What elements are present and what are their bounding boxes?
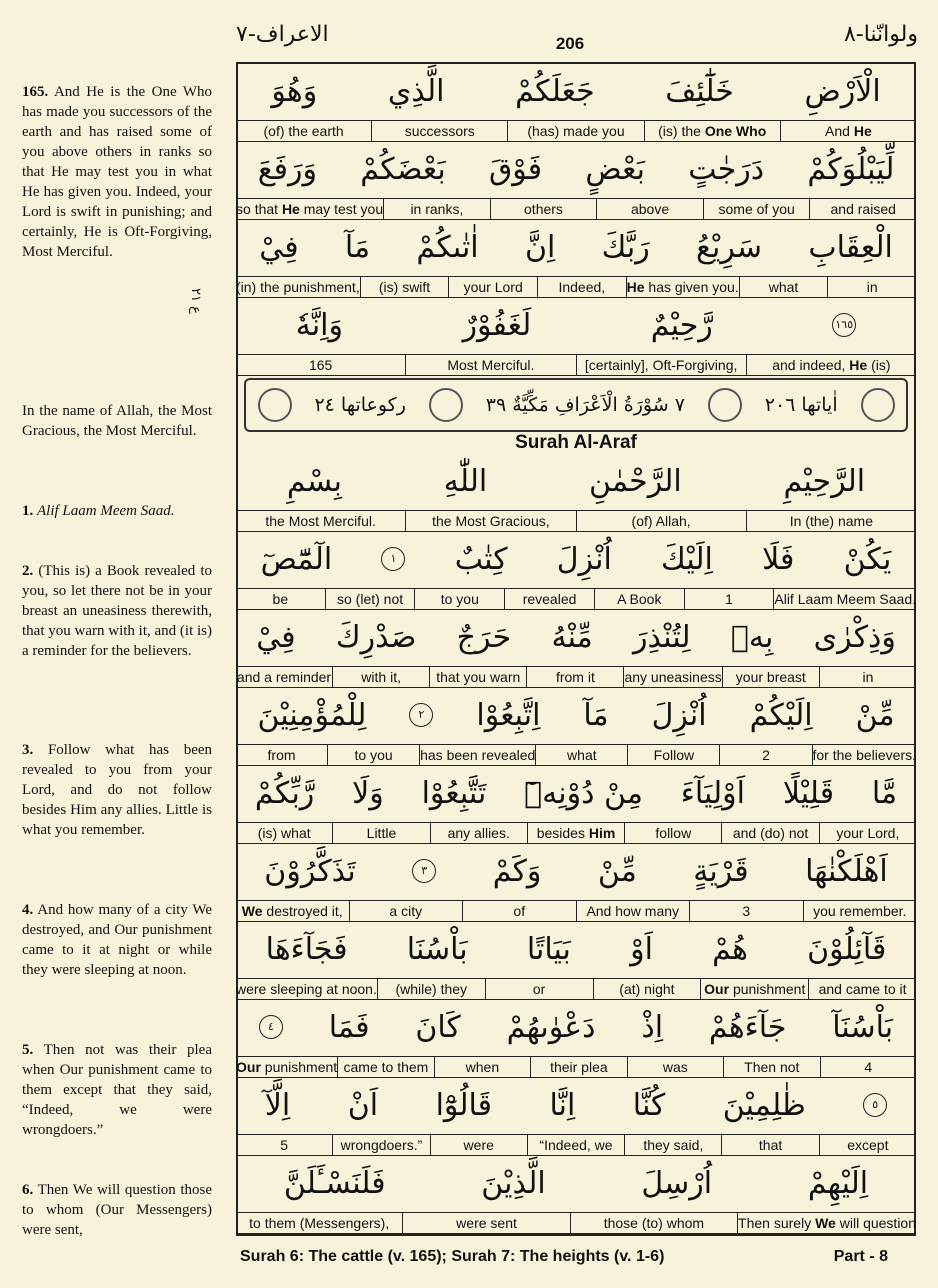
translation-line (236, 978, 916, 1000)
arabic-line (236, 452, 916, 510)
arabic-line (236, 1076, 916, 1134)
arabic-word: اَوْلِيَآءَ (680, 775, 745, 811)
ayah-number-marker: ١ (381, 547, 405, 571)
arabic-line (236, 608, 916, 666)
page-number: 206 (555, 34, 585, 53)
arabic-word: وَهُوَ (271, 73, 318, 109)
translation-word: a city (349, 901, 463, 921)
arabic-word: وَذِكْرٰى (813, 619, 896, 655)
ornament-icon (861, 388, 895, 422)
arabic-word: وَلَا (352, 775, 384, 811)
word-row (236, 218, 916, 296)
arabic-word: بَاْسُنَا (406, 931, 468, 967)
word-row (236, 764, 916, 842)
translation-word: in ranks, (383, 199, 490, 219)
translation-word: and raised (809, 199, 916, 219)
translation-line (236, 900, 916, 922)
rukuh-marker: ع ٢١ (188, 288, 203, 314)
arabic-word: فَوْقَ (488, 151, 543, 187)
header-right-title: ولوانّنا-٨ (843, 22, 918, 47)
translation-word: of (462, 901, 576, 921)
word-row (236, 296, 916, 374)
arabic-word: وَاِنَّهٗ (295, 307, 344, 343)
translation-word: follow (624, 823, 721, 843)
translation-line (236, 1134, 916, 1156)
translation-word: above (596, 199, 703, 219)
ornament-icon (429, 388, 463, 422)
translation-word: were sent (402, 1213, 569, 1233)
translation-word: to them (Messengers), (249, 1215, 390, 1231)
arabic-word: دَعْوٰىهُمْ (506, 1009, 596, 1045)
arabic-word: رَبَّكَ (601, 229, 650, 265)
translation-word: 3 (689, 901, 803, 921)
arabic-word: جَآءَهُمْ (708, 1009, 787, 1045)
translation-line (236, 666, 916, 688)
translation-line (236, 120, 916, 142)
word-row (236, 62, 916, 140)
arabic-line (236, 842, 916, 900)
arabic-word: بَاْسُنَآ (832, 1009, 894, 1045)
word-row (236, 452, 916, 530)
ornament-icon (258, 388, 292, 422)
arabic-word: رَّحِيْمٌ (650, 307, 713, 343)
arabic-word: دَرَجٰتٍ (688, 151, 765, 187)
footer-part: Part - 8 (833, 1248, 888, 1265)
arabic-word: قَرْيَةٍ (693, 853, 749, 889)
word-row (236, 1076, 916, 1154)
translation-line (236, 510, 916, 532)
translation-word: 4 (820, 1057, 916, 1077)
translation-word: in (819, 667, 916, 687)
arabic-word: بَعْضَكُمْ (360, 151, 446, 187)
arabic-word: اُنْزِلَ (556, 541, 612, 577)
arabic-word: وَرَفَعَ (257, 151, 317, 187)
translation-word: to you (414, 589, 504, 609)
arabic-line (236, 62, 916, 120)
translation-v4: 4. And how many of a city We destroyed, and Our punishment came to it at night or while they were sleeping at noon. (22, 902, 212, 978)
arabic-word: مَآ (344, 229, 371, 265)
arabic-word: بِسْمِ (286, 463, 342, 499)
translation-word: (while) they (377, 979, 485, 999)
translation-v2: 2. (This is) a Book revealed to you, so let there not be in your breast an uneasiness therewith, that you warn with it, and (it is) a reminder for the believers. (22, 563, 212, 659)
translation-word: Little (332, 823, 429, 843)
translation-word: so that He may test you (236, 201, 384, 217)
arabic-word: حَرَجٌ (456, 619, 512, 655)
arabic-word: بِهٖ (730, 619, 774, 655)
translation-word: successors (371, 121, 507, 141)
translation-word: (in) the punishment, (235, 279, 360, 295)
arabic-word: قَلِيْلًا (782, 775, 835, 811)
translation-word: came to them (337, 1057, 433, 1077)
arabic-word: فَلَا (762, 541, 795, 577)
translation-word: and indeed, He (is) (746, 355, 916, 375)
translation-word: A Book (594, 589, 684, 609)
translation-word: from it (526, 667, 623, 687)
arabic-word: فَمَا (328, 1009, 370, 1045)
translation-word: that (721, 1135, 818, 1155)
arabic-word: فَجَآءَهَا (265, 931, 348, 967)
translation-word: (of) the earth (263, 123, 344, 139)
translation-word: to you (327, 745, 419, 765)
translation-word: “Indeed, we (527, 1135, 624, 1155)
arabic-word: يَكُنْ (843, 541, 892, 577)
translation-word: were (430, 1135, 527, 1155)
translation-word: their plea (530, 1057, 626, 1077)
translation-word: be (272, 591, 289, 607)
translation-word: from (267, 747, 296, 763)
banner-surah: ٧ سُوْرَةُ الْاَعْرَافِ مَكِّيَّةٌ ٣٩ (485, 394, 685, 416)
translation-word: Then surely We will question (738, 1215, 916, 1231)
translation-word: in (827, 277, 916, 297)
arabic-word: اِلَّآ (264, 1087, 291, 1123)
arabic-line (236, 530, 916, 588)
arabic-word: قَالُوْٓا (435, 1087, 493, 1123)
arabic-word: الرَّحِيْمِ (783, 463, 866, 499)
surah-banner (244, 378, 908, 432)
arabic-word: اِنَّا (549, 1087, 576, 1123)
arabic-word: اَنْ (347, 1087, 379, 1123)
arabic-word: اِتَّبِعُوْا (476, 697, 541, 733)
arabic-word: وَكَمْ (492, 853, 542, 889)
translation-word: 5 (280, 1137, 289, 1153)
translation-word: Then not (723, 1057, 819, 1077)
translation-word: We destroyed it, (241, 903, 343, 919)
translation-line (236, 744, 916, 766)
translation-word: revealed (504, 589, 594, 609)
arabic-word: اُرْسِلَ (641, 1165, 713, 1201)
arabic-line (236, 764, 916, 822)
translation-word: the Most Merciful. (265, 513, 376, 529)
translation-word: besides Him (527, 823, 624, 843)
arabic-word: اَوْ (630, 931, 653, 967)
banner-ayat: اٰياتها ٢٠٦ (764, 394, 838, 416)
translation-word: was (627, 1057, 723, 1077)
arabic-word: كِتٰبٌ (454, 541, 508, 577)
arabic-word: اِلَيْهِمْ (807, 1165, 869, 1201)
arabic-word: الَّذِيْنَ (481, 1165, 546, 1201)
surah-title: Surah Al-Araf (515, 432, 637, 453)
word-row (236, 920, 916, 998)
arabic-word: فِيْ (259, 229, 299, 265)
arabic-word: لِلْمُؤْمِنِيْنَ (257, 697, 367, 733)
arabic-word: لَغَفُوْرٌ (462, 307, 532, 343)
ayah-number-marker: ٥ (863, 1093, 887, 1117)
arabic-word: لِتُنْذِرَ (633, 619, 691, 655)
arabic-word: لِّيَبْلُوَكُمْ (807, 151, 895, 187)
arabic-word: الَّذِي (387, 73, 445, 109)
arabic-line (236, 686, 916, 744)
translation-word: your Lord (448, 277, 537, 297)
arabic-word: مِنْ دُوْنِهٖٓ (524, 775, 643, 811)
translation-word: (at) night (593, 979, 701, 999)
arabic-word: مَّا (871, 775, 898, 811)
word-row (236, 842, 916, 920)
arabic-word: اِنَّ (524, 229, 556, 265)
translation-word: they said, (624, 1135, 721, 1155)
translation-word: [certainly], Oft-Forgiving, (576, 355, 746, 375)
translation-word: so (let) not (325, 589, 415, 609)
translation-word: with it, (332, 667, 429, 687)
arabic-word: مِّنْ (855, 697, 895, 733)
arabic-word: مَآ (583, 697, 609, 733)
arabic-word: الْاَرْضِ (804, 73, 881, 109)
arabic-line (236, 296, 916, 354)
translation-line (236, 198, 916, 220)
arabic-word: رَّبِّكُمْ (254, 775, 315, 811)
translation-word: and came to it (808, 979, 916, 999)
translation-word: (of) Allah, (576, 511, 746, 531)
translation-word: (is) the One Who (644, 121, 780, 141)
translation-v3: 3. Follow what has been revealed to you from your Lord, and do not follow besides Him any allies. Little is what you remember. (22, 742, 213, 838)
translation-word: He has given you. (626, 279, 739, 295)
translation-word: (has) made you (507, 121, 643, 141)
arabic-word: قَآئِلُوْنَ (807, 931, 887, 967)
translation-word: has been revealed (420, 747, 536, 763)
word-row (236, 686, 916, 764)
translation-word: Most Merciful. (405, 355, 575, 375)
translation-word: (is) swift (360, 277, 449, 297)
translation-word: Our punishment (236, 1059, 338, 1075)
translation-v6: 6. Then We will question those to whom (Our Messengers) were sent, (22, 1182, 212, 1238)
translation-line (236, 276, 916, 298)
translation-word: the Most Gracious, (405, 511, 575, 531)
arabic-word: تَتَّبِعُوْا (421, 775, 487, 811)
arabic-line (236, 920, 916, 978)
word-row (236, 1154, 916, 1232)
translation-word: and (do) not (721, 823, 818, 843)
translation-word: In (the) name (746, 511, 916, 531)
word-row (236, 140, 916, 218)
translation-bismillah: In the name of Allah, the Most Gracious, the Most Merciful. (22, 403, 212, 439)
arabic-word: الرَّحْمٰنِ (589, 463, 682, 499)
arabic-word: الْعِقَابِ (808, 229, 893, 265)
translation-v1: 1. Alif Laam Meem Saad. (22, 503, 175, 519)
arabic-word: بَعْضٍ (585, 151, 645, 187)
translation-word: And how many (576, 901, 690, 921)
translation-line (236, 354, 916, 376)
arabic-word: اُنْزِلَ (651, 697, 707, 733)
translation-word: and a reminder (236, 669, 332, 685)
arabic-word: الٓمّٓصٓ (260, 541, 333, 577)
word-row (236, 998, 916, 1076)
translation-word: what (739, 277, 828, 297)
translation-word: others (490, 199, 597, 219)
translation-word: any uneasiness (624, 669, 722, 685)
arabic-word: مِّنْهُ (551, 619, 593, 655)
ayah-number-marker: ٤ (259, 1015, 283, 1039)
ornament-icon (708, 388, 742, 422)
translation-word: 165 (308, 357, 333, 373)
translation-line (236, 1212, 916, 1234)
translation-word: or (485, 979, 593, 999)
arabic-word: اللّٰهِ (443, 463, 488, 499)
translation-line (236, 588, 916, 610)
translation-word: Alif Laam Meem Saad. (774, 591, 916, 607)
arabic-word: كُنَّا (632, 1087, 666, 1123)
arabic-line (236, 1154, 916, 1212)
arabic-line (236, 218, 916, 276)
translation-word: wrongdoers.” (332, 1135, 429, 1155)
translation-word: for the believers. (812, 747, 916, 763)
translation-word: were sleeping at noon. (235, 981, 377, 997)
translation-word: some of you (703, 199, 810, 219)
ayah-number-marker: ٣ (412, 859, 436, 883)
translation-v5: 5. Then not was their plea when Our punishment came to them except that they said, “Indeed, we were wrongdoers.” (22, 1042, 212, 1138)
word-row (236, 530, 916, 608)
arabic-word: ظٰلِمِيْنَ (722, 1087, 806, 1123)
translation-word: (is) what (257, 825, 311, 841)
word-row (236, 608, 916, 686)
arabic-word: تَذَكَّرُوْنَ (264, 853, 356, 889)
footer-surah-info: Surah 6: The cattle (v. 165); Surah 7: The heights (v. 1-6) (240, 1248, 665, 1265)
translation-word: those (to) whom (570, 1213, 737, 1233)
arabic-word: بَيَاتًا (526, 931, 571, 967)
arabic-word: صَدْرِكَ (335, 619, 417, 655)
header-left-title: الاعراف-٧ (236, 22, 329, 47)
arabic-word: مِّنْ (597, 853, 637, 889)
arabic-word: اِلَيْكَ (661, 541, 713, 577)
translation-word: your breast (722, 667, 819, 687)
translation-word: that you warn (429, 667, 526, 687)
arabic-word: اِلَيْكُمْ (749, 697, 813, 733)
arabic-line (236, 998, 916, 1056)
arabic-word: سَرِيْعُ (696, 229, 763, 265)
arabic-word: اٰتٰىكُمْ (416, 229, 479, 265)
translation-word: Indeed, (537, 277, 626, 297)
arabic-word: اِذْ (641, 1009, 664, 1045)
arabic-line (236, 140, 916, 198)
translation-word: 1 (684, 589, 774, 609)
translation-word: 2 (719, 745, 811, 765)
arabic-word: خَلَٰٓئِفَ (665, 73, 734, 109)
banner-ruku: رکوعاتها ٢٤ (314, 394, 406, 416)
arabic-word: فَلَنَسْـَٔلَنَّ (283, 1165, 386, 1201)
translation-word: except (819, 1135, 916, 1155)
arabic-word: كَانَ (415, 1009, 461, 1045)
translation-word: your Lord, (819, 823, 916, 843)
translation-word: you remember. (803, 901, 917, 921)
arabic-word: جَعَلَكُمْ (515, 73, 595, 109)
translation-word: Follow (627, 745, 719, 765)
translation-line (236, 1056, 916, 1078)
translation-word: any allies. (430, 823, 527, 843)
translation-line (236, 822, 916, 844)
arabic-word: هُمْ (712, 931, 748, 967)
ayah-number-marker: ٢ (409, 703, 433, 727)
arabic-word: اَهْلَكْنٰهَا (805, 853, 888, 889)
arabic-word: فِيْ (256, 619, 296, 655)
translation-word: when (434, 1057, 530, 1077)
translation-word: Our punishment (700, 979, 808, 999)
translation-word: what (535, 745, 627, 765)
ayah-number-marker: ١٦٥ (832, 313, 856, 337)
translation-word: And He (780, 121, 916, 141)
translation-v165: 165. And He is the One Who has made you successors of the earth and has raised some of you above others in ranks so that He may test you in what He has given you. Indeed, your Lord is swift in punishing; and certainly, He is Oft-Forgiving, Most Merciful. (22, 84, 212, 260)
